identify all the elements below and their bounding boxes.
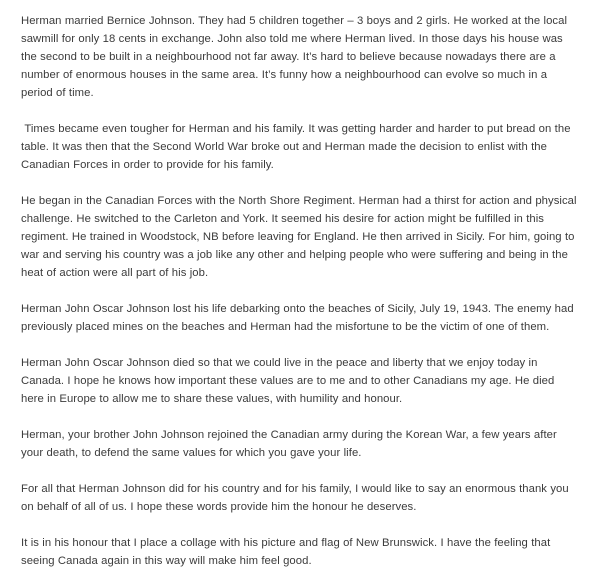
document-body (21, 12, 578, 570)
paragraph-military-service: He began in the Canadian Forces with the North Shore Regiment. Herman had a thirst for action and physical challenge. He switched to the Carleton and York. It seemed his desire for action might be fulfilled in this regiment. He trained in Woodstock, NB before leaving for England. He then arrived in Sicily. For him, going to war and serving his country was a job like any other and helping people who were suffering and being in the heat of action were all part of his job. (21, 195, 580, 279)
paragraph-death-sicily: Herman John Oscar Johnson lost his life debarking onto the beaches of Sicily, July 19, 1943. The enemy had previously placed mines on the beaches and Herman had the misfortune to be the victim of one of them. (21, 303, 577, 333)
paragraph-thank-you: For all that Herman Johnson did for his country and for his family, I would like to say an enormous thank you on behalf of all of us. I hope these words provide him the honour he deserves. (21, 483, 573, 513)
paragraph-hard-times-enlist: Times became even tougher for Herman and his family. It was getting harder and harder to put bread on the table. It was then that the Second World War broke out and Herman made the decision to enlist with the Canadian Forces in order to provide for his family. (21, 123, 574, 171)
paragraph-legacy-values: Herman John Oscar Johnson died so that we could live in the peace and liberty that we enjoy today in Canada. I hope he knows how important these values are to me and to other Canadians my age. He died here in Europe to allow me to share these values, with humility and honour. (21, 357, 558, 405)
paragraph-collage-flag: It is in his honour that I place a collage with his picture and flag of New Brunswick. I have the feeling that seeing Canada again in this way will make him feel good. (21, 537, 554, 567)
paragraph-marriage-family: Herman married Bernice Johnson. They had 5 children together – 3 boys and 2 girls. He worked at the local sawmill for only 18 cents in exchange. John also told me where Herman lived. In those days his house was the second to be built in a neighbourhood not far away. It’s hard to believe because nowadays there are a number of enormous houses in the same area. It’s funny how a neighbourhood can evolve so much in a period of time. (21, 15, 571, 99)
paragraph-brother-korea: Herman, your brother John Johnson rejoined the Canadian army during the Korean War, a few years after your death, to defend the same values for which you gave your life. (21, 429, 561, 459)
